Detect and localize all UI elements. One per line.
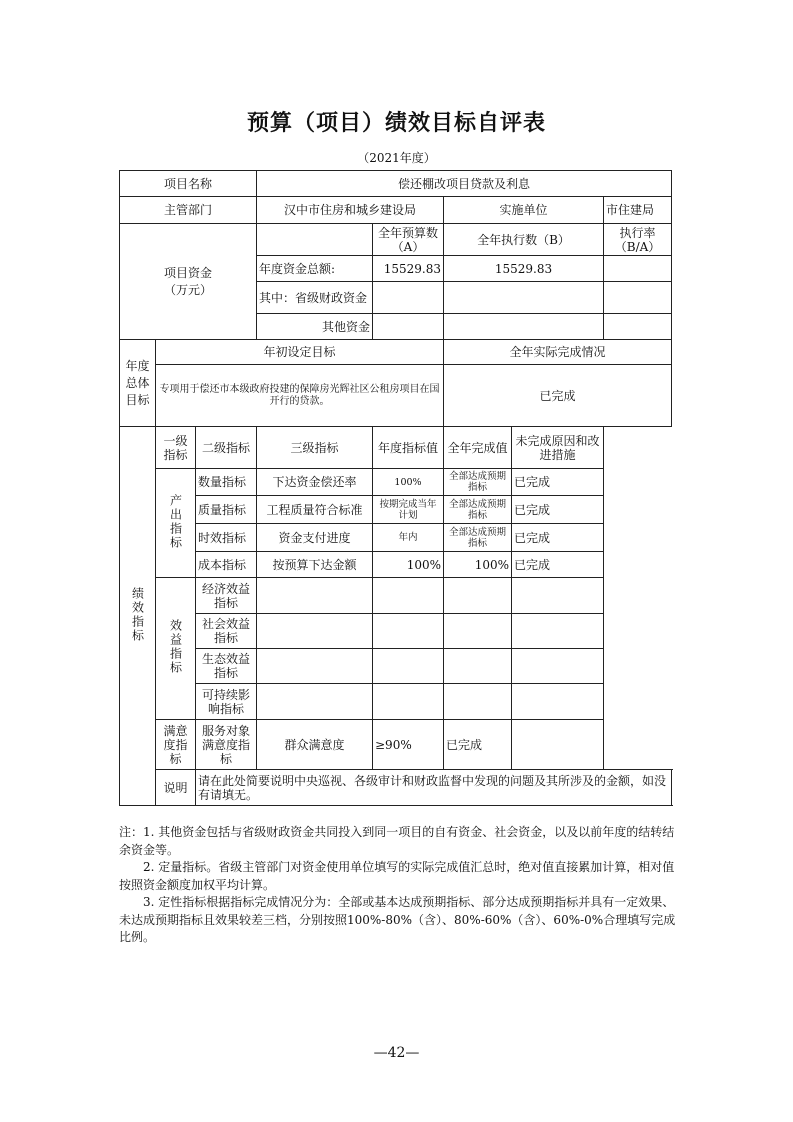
project-name-value: 偿还棚改项目贷款及利息	[257, 171, 672, 197]
output-reason: 已完成	[512, 496, 604, 524]
output-l3: 工程质量符合标准	[257, 496, 373, 524]
other-budget-value	[373, 314, 444, 340]
output-l3: 下达资金偿还率	[257, 469, 373, 496]
output-l3: 资金支付进度	[257, 524, 373, 552]
effect-target	[373, 684, 444, 720]
output-l2: 数量指标	[196, 469, 257, 496]
impl-unit-value: 市住建局	[604, 197, 672, 224]
output-target: 年内	[373, 524, 444, 552]
total-budget-value: 15529.83	[373, 256, 444, 282]
output-actual: 全部达成预期指标	[444, 496, 512, 524]
indicators-side-label-text: 绩效指标	[130, 586, 145, 643]
output-indicators-label	[156, 469, 196, 578]
effect-actual	[444, 649, 512, 684]
satisfaction-indicators-label: 满意度指标	[156, 720, 196, 770]
output-reason: 已完成	[512, 469, 604, 496]
output-l2: 质量指标	[196, 496, 257, 524]
provincial-funds-label: 其中：省级财政资金	[257, 282, 373, 314]
footnote-2: 2. 定量指标。省级主管部门对资金使用单位填写的实际完成值汇总时，绝对值直接累加计算，相对值按照资金额度加权平均计算。	[119, 860, 675, 892]
effect-l3	[257, 578, 373, 614]
output-target: 按期完成当年计划	[373, 496, 444, 524]
effect-reason	[512, 649, 604, 684]
annual-goal-label	[120, 340, 156, 427]
project-name-label: 项目名称	[120, 171, 257, 197]
satisfaction-reason	[512, 720, 604, 770]
target-header: 年度指标值	[373, 427, 444, 469]
funds-label-text: 项目资金（万元）	[163, 265, 212, 297]
provincial-budget-value	[373, 282, 444, 314]
effect-actual	[444, 684, 512, 720]
effect-actual	[444, 578, 512, 614]
dept-value: 汉中市住房和城乡建设局	[257, 197, 444, 224]
output-actual: 全部达成预期指标	[444, 469, 512, 496]
remark-label: 说明	[156, 770, 196, 806]
output-l2: 成本指标	[196, 552, 257, 578]
page-number: —42—	[373, 1045, 420, 1061]
satisfaction-target: ≥90%	[373, 720, 444, 770]
goal-set-text: 专项用于偿还市本级政府投建的保障房光辉社区公租房项目在国开行的贷款。	[156, 365, 444, 427]
effect-target	[373, 578, 444, 614]
effect-label-text: 效益指标	[168, 619, 183, 675]
effect-target	[373, 649, 444, 684]
indicators-side-label	[120, 427, 156, 806]
output-l2: 时效指标	[196, 524, 257, 552]
output-reason: 已完成	[512, 524, 604, 552]
output-target: 100%	[373, 552, 444, 578]
output-actual: 100%	[444, 552, 512, 578]
total-exec-value: 15529.83	[444, 256, 604, 282]
level1-header: 一级指标	[156, 427, 196, 469]
satisfaction-l2: 服务对象满意度指标	[196, 720, 257, 770]
effect-l2: 生态效益指标	[196, 649, 257, 684]
footnote-1: 注：1. 其他资金包括与省级财政资金共同投入到同一项目的自有资金、社会资金，以及以前年度的结转结余资金等。	[119, 825, 675, 857]
effect-reason	[512, 578, 604, 614]
dept-label: 主管部门	[120, 197, 257, 224]
page-title: 预算（项目）绩效目标自评表	[246, 110, 546, 136]
effect-l3	[257, 614, 373, 649]
effect-actual	[444, 614, 512, 649]
effect-reason	[512, 614, 604, 649]
provincial-rate-value	[604, 282, 672, 314]
actual-header: 全年完成值	[444, 427, 512, 469]
funds-label	[120, 224, 257, 340]
reason-header: 未完成原因和改进措施	[512, 427, 604, 469]
output-l3: 按预算下达金额	[257, 552, 373, 578]
goal-set-header: 年初设定目标	[156, 340, 444, 365]
funds-header-blank	[257, 224, 373, 256]
output-reason: 已完成	[512, 552, 604, 578]
goal-actual-text: 已完成	[444, 365, 672, 427]
effect-l2: 可持续影响指标	[196, 684, 257, 720]
effect-indicators-label	[156, 578, 196, 720]
satisfaction-actual: 已完成	[444, 720, 512, 770]
footnotes	[119, 824, 677, 947]
col-rate-header: 执行率（B/A）	[604, 224, 672, 256]
effect-l3	[257, 684, 373, 720]
provincial-exec-value	[444, 282, 604, 314]
output-target: 100%	[373, 469, 444, 496]
goal-actual-header: 全年实际完成情况	[444, 340, 672, 365]
output-label-text: 产出指标	[168, 493, 183, 550]
effect-l3	[257, 649, 373, 684]
impl-unit-label: 实施单位	[444, 197, 604, 224]
level3-header: 三级指标	[257, 427, 373, 469]
effect-l2: 经济效益指标	[196, 578, 257, 614]
evaluation-table	[119, 170, 672, 806]
col-budget-header: 全年预算数（A）	[373, 224, 444, 256]
total-rate-value	[604, 256, 672, 282]
total-funds-label: 年度资金总额:	[257, 256, 373, 282]
level2-header: 二级指标	[196, 427, 257, 469]
remark-text: 请在此处简要说明中央巡视、各级审计和财政监督中发现的问题及其所涉及的金额，如没有请填无。	[196, 770, 672, 806]
effect-l2: 社会效益指标	[196, 614, 257, 649]
effect-reason	[512, 684, 604, 720]
annual-goal-label-text: 年度总体目标	[125, 358, 150, 407]
output-actual: 全部达成预期指标	[444, 524, 512, 552]
other-funds-label: 其他资金	[257, 314, 373, 340]
footnote-3: 3. 定性指标根据指标完成情况分为：全部或基本达成预期指标、部分达成预期指标并具有一定效果、未达成预期指标且效果较差三档，分别按照100%-80%（含）、80%-60%（含）、60%-0%合理填写完成比例。	[119, 895, 676, 944]
other-exec-value	[444, 314, 604, 340]
other-rate-value	[604, 314, 672, 340]
effect-target	[373, 614, 444, 649]
satisfaction-l3: 群众满意度	[257, 720, 373, 770]
col-exec-header: 全年执行数（B）	[444, 224, 604, 256]
year-label: （2021年度）	[357, 151, 436, 165]
